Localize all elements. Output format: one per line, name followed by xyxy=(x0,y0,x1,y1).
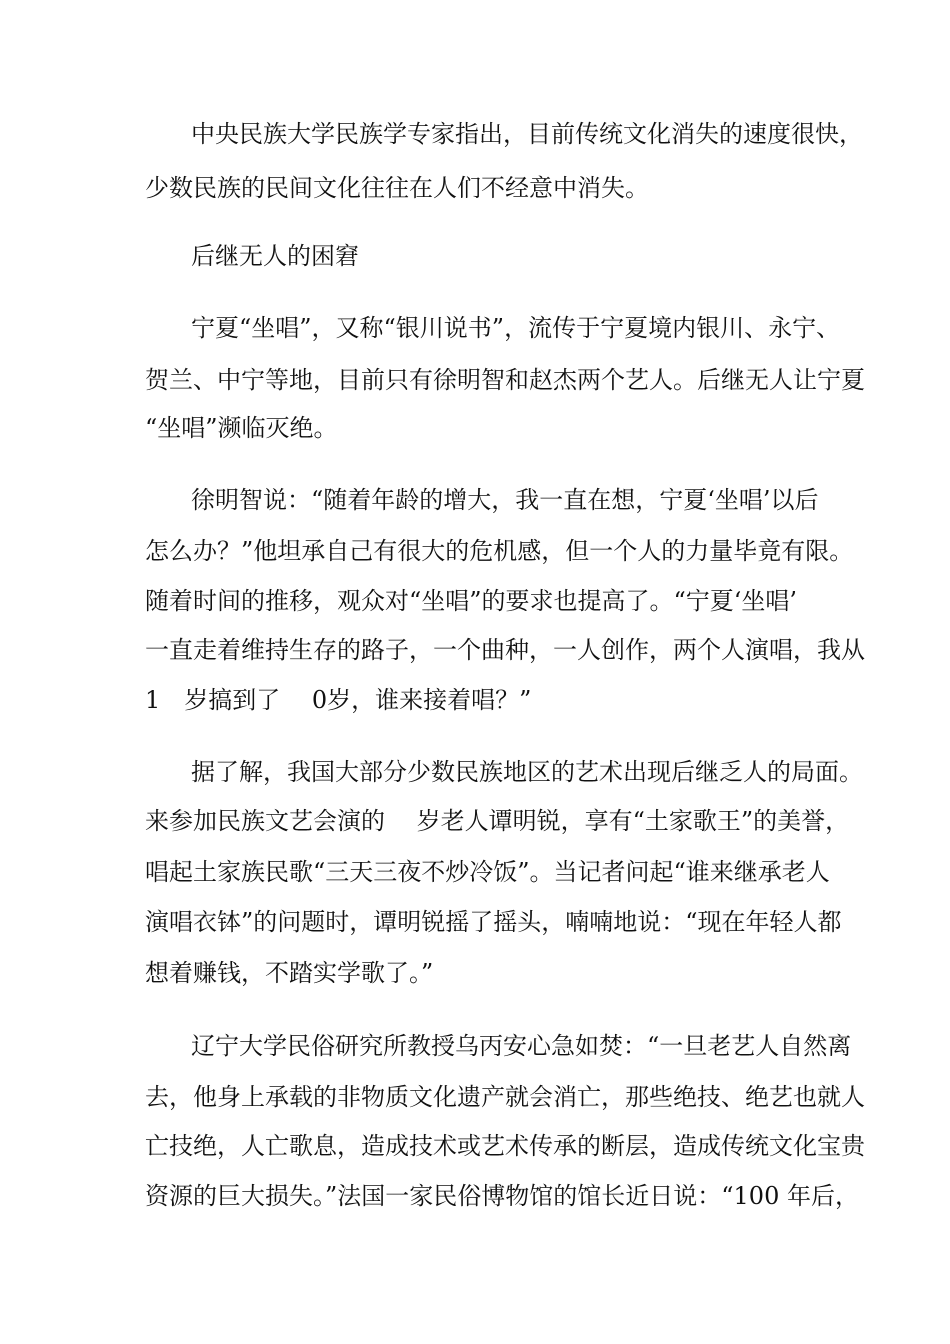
paragraph-line: 少数民族的民间文化往往在人们不经意中消失。 xyxy=(145,174,649,202)
paragraph-line: 一直走着维持生存的路子，一个曲种，一人创作，两个人演唱，我从 xyxy=(145,636,865,664)
paragraph-line: 辽宁大学民俗研究所教授乌丙安心急如焚：“一旦老艺人自然离 xyxy=(191,1032,852,1060)
paragraph-line: 据了解，我国大部分少数民族地区的艺术出现后继乏人的局面。 xyxy=(191,758,863,786)
paragraph-line: 唱起土家族民歌“三天三夜不炒冷饭”。当记者问起“谁来继承老人 xyxy=(145,858,830,886)
paragraph-line: 演唱衣钵”的问题时，谭明锐摇了摇头，喃喃地说：“现在年轻人都 xyxy=(145,908,842,936)
paragraph-line: 想着赚钱，不踏实学歌了。” xyxy=(145,959,434,987)
paragraph-line: 怎么办？”他坦承自己有很大的危机感，但一个人的力量毕竟有限。 xyxy=(145,537,854,565)
paragraph-line: 亡技绝，人亡歌息，造成技术或艺术传承的断层，造成传统文化宝贵 xyxy=(145,1132,865,1160)
paragraph-line: 贺兰、中宁等地，目前只有徐明智和赵杰两个艺人。后继无人让宁夏 xyxy=(145,366,865,394)
paragraph-line: 资源的巨大损失。”法国一家民俗博物馆的馆长近日说：“100 年后， xyxy=(145,1182,859,1210)
paragraph-line: 1 岁搞到了 0岁，谁来接着唱？” xyxy=(145,686,532,714)
paragraph-line: 徐明智说：“随着年龄的增大，我一直在想，宁夏‘坐唱’以后 xyxy=(191,486,819,514)
paragraph-line: 随着时间的推移，观众对“坐唱”的要求也提高了。“宁夏‘坐唱’ xyxy=(145,587,798,615)
paragraph-line: 中央民族大学民族学专家指出，目前传统文化消失的速度很快， xyxy=(191,120,863,148)
section-heading: 后继无人的困窘 xyxy=(191,242,359,270)
paragraph-line: 去，他身上承载的非物质文化遗产就会消亡，那些绝技、绝艺也就人 xyxy=(145,1083,865,1111)
paragraph-line: 来参加民族文艺会演的 岁老人谭明锐，享有“土家歌王”的美誉， xyxy=(145,807,850,835)
paragraph-line: “坐唱”濒临灭绝。 xyxy=(145,414,338,442)
paragraph-line: 宁夏“坐唱”，又称“银川说书”，流传于宁夏境内银川、永宁、 xyxy=(191,314,841,342)
